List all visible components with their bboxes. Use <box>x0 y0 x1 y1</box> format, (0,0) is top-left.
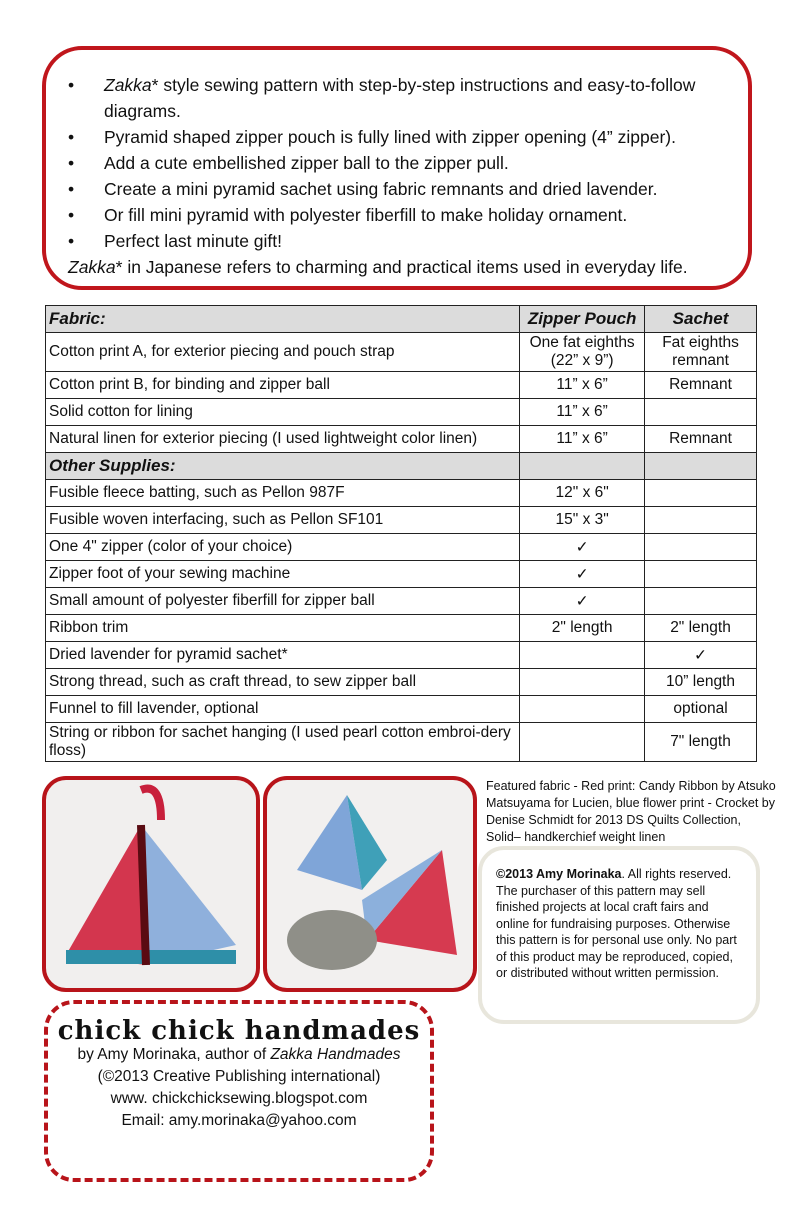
brand-box <box>44 1000 434 1182</box>
sachet-cell <box>645 453 757 480</box>
sachet-cell <box>645 507 757 534</box>
zakka-note <box>68 254 728 280</box>
sachet-cell: ✓ <box>645 642 757 669</box>
sachet-cell: Sachet <box>645 306 757 333</box>
supplies-table <box>45 305 757 762</box>
item-cell: Fusible woven interfacing, such as Pellon SF101 <box>46 507 520 534</box>
table-row <box>46 399 757 426</box>
features-box <box>42 46 752 290</box>
brand-name: chick chick handmades <box>57 1016 421 1046</box>
sachet-cell: 10” length <box>645 669 757 696</box>
item-cell: Cotton print A, for exterior piecing and pouch strap <box>46 333 520 372</box>
table-row <box>46 480 757 507</box>
feature-text: * style sewing pattern with step-by-step instructions and easy-to-follow diagrams. <box>104 75 696 121</box>
sachet-cell: Remnant <box>645 372 757 399</box>
table-row <box>46 669 757 696</box>
publisher: (©2013 Creative Publishing international) <box>97 1068 381 1085</box>
sachet-cell <box>645 399 757 426</box>
item-cell: Zipper foot of your sewing machine <box>46 561 520 588</box>
table-header-row <box>46 306 757 333</box>
item-cell: String or ribbon for sachet hanging (I used pearl cotton embroi-dery floss) <box>46 723 520 762</box>
sachet-cell: 7" length <box>645 723 757 762</box>
item-cell: Dried lavender for pyramid sachet* <box>46 642 520 669</box>
table-header-row <box>46 453 757 480</box>
zipper-pouch-cell: 12" x 6" <box>520 480 645 507</box>
zipper-pouch-cell <box>520 453 645 480</box>
sachet-cell: Fat eighths remnant <box>645 333 757 372</box>
zakka-term: Zakka <box>68 257 116 277</box>
zipper-pouch-cell: One fat eighths (22” x 9”) <box>520 333 645 372</box>
copyright-holder: ©2013 Amy Morinaka <box>496 867 622 881</box>
table-row <box>46 534 757 561</box>
sachet-cell <box>645 534 757 561</box>
zipper-pouch-cell <box>520 723 645 762</box>
sachet-cell <box>645 480 757 507</box>
email-link[interactable]: Email: amy.morinaka@yahoo.com <box>121 1112 357 1129</box>
feature-item <box>104 124 728 150</box>
item-cell: Fabric: <box>46 306 520 333</box>
copyright-box <box>478 846 760 1024</box>
zipper-pouch-cell: ✓ <box>520 561 645 588</box>
table-row <box>46 642 757 669</box>
copyright-text: . All rights reserved. The purchaser of this pattern may sell finished projects at local craft fairs and online for fundraising purposes. Otherwise this pattern is for personal use only. No part of this product may be reproduced, copied, or distributed without written permission. <box>496 867 737 980</box>
zipper-pouch-cell <box>520 696 645 723</box>
zipper-pouch-cell: Zipper Pouch <box>520 306 645 333</box>
table-row <box>46 333 757 372</box>
table-row <box>46 615 757 642</box>
sachet-cell: optional <box>645 696 757 723</box>
feature-item <box>104 202 728 228</box>
zipper-pouch-cell: 11” x 6” <box>520 426 645 453</box>
feature-item <box>104 176 728 202</box>
feature-item <box>104 228 728 254</box>
book-title: Zakka Handmades <box>270 1046 401 1063</box>
zipper-pouch-cell: ✓ <box>520 534 645 561</box>
table-row <box>46 507 757 534</box>
zipper-pouch-cell: 2" length <box>520 615 645 642</box>
item-cell: Natural linen for exterior piecing (I used lightweight color linen) <box>46 426 520 453</box>
sachet-cell <box>645 561 757 588</box>
item-cell: Funnel to fill lavender, optional <box>46 696 520 723</box>
sachet-cell <box>645 588 757 615</box>
zipper-pouch-cell <box>520 669 645 696</box>
fabric-caption: Featured fabric - Red print: Candy Ribbon by Atsuko Matsuyama for Lucien, blue flower print - Crocket by Denise Schmidt for 2013 DS Quilts Collection, Solid– handkerchief weight linen <box>486 779 776 844</box>
table-row <box>46 561 757 588</box>
zipper-pouch-cell: ✓ <box>520 588 645 615</box>
pyramid-sachet-image <box>267 780 473 988</box>
feature-text: Perfect last minute gift! <box>104 231 282 251</box>
item-cell: Cotton print B, for binding and zipper ball <box>46 372 520 399</box>
zipper-pouch-photo <box>42 776 260 992</box>
zipper-pouch-cell <box>520 642 645 669</box>
zipper-pouch-cell: 15" x 3" <box>520 507 645 534</box>
note-text: * in Japanese refers to charming and practical items used in everyday life. <box>115 257 688 277</box>
table-row <box>46 426 757 453</box>
zipper-pouch-cell: 11” x 6” <box>520 399 645 426</box>
feature-item <box>104 72 728 124</box>
zipper-pouch-cell: 11” x 6” <box>520 372 645 399</box>
byline-text: by Amy Morinaka, author of <box>77 1046 271 1063</box>
item-cell: Ribbon trim <box>46 615 520 642</box>
sachet-photo <box>263 776 477 992</box>
zakka-term: Zakka <box>104 75 152 95</box>
item-cell: Strong thread, such as craft thread, to sew zipper ball <box>46 669 520 696</box>
feature-text: Create a mini pyramid sachet using fabric remnants and dried lavender. <box>104 179 658 199</box>
feature-list <box>68 72 728 254</box>
item-cell: Other Supplies: <box>46 453 520 480</box>
item-cell: One 4" zipper (color of your choice) <box>46 534 520 561</box>
byline <box>48 1044 430 1066</box>
item-cell: Fusible fleece batting, such as Pellon 987F <box>46 480 520 507</box>
item-cell: Small amount of polyester fiberfill for zipper ball <box>46 588 520 615</box>
pyramid-pouch-image <box>46 780 256 988</box>
feature-text: Add a cute embellished zipper ball to the zipper pull. <box>104 153 509 173</box>
feature-text: Pyramid shaped zipper pouch is fully lined with zipper opening (4” zipper). <box>104 127 676 147</box>
item-cell: Solid cotton for lining <box>46 399 520 426</box>
table-row <box>46 723 757 762</box>
table-row <box>46 372 757 399</box>
feature-text: Or fill mini pyramid with polyester fiberfill to make holiday ornament. <box>104 205 628 225</box>
website-link[interactable]: www. chickchicksewing.blogspot.com <box>110 1090 368 1107</box>
table-row <box>46 588 757 615</box>
table-row <box>46 696 757 723</box>
feature-item <box>104 150 728 176</box>
sachet-cell: Remnant <box>645 426 757 453</box>
sachet-cell: 2" length <box>645 615 757 642</box>
